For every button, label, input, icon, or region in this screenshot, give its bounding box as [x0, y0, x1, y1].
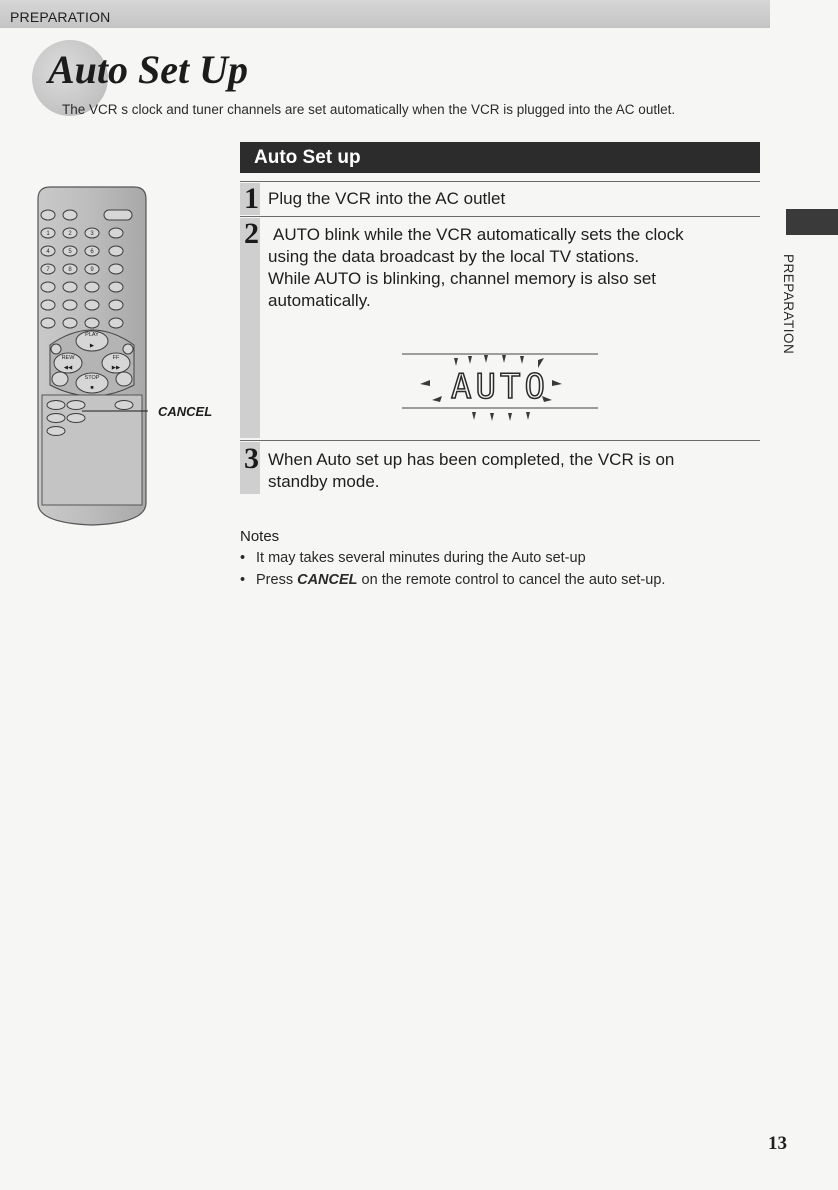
intro-text: The VCR s clock and tuner channels are set automatically when the VCR is plugged into the AC outlet. [62, 102, 676, 117]
svg-text:3: 3 [90, 231, 94, 237]
svg-text:▶: ▶ [89, 343, 95, 349]
display-illustration [402, 350, 598, 424]
remote-control-illustration [36, 185, 148, 532]
cancel-callout-label: CANCEL [158, 404, 213, 419]
section-header-text: Auto Set up [254, 147, 361, 168]
svg-text:■: ■ [90, 385, 94, 391]
notes-title: Notes [240, 528, 280, 545]
remote-control-drawing [36, 185, 148, 527]
step-number: 1 [244, 182, 259, 215]
svg-text:6: 6 [90, 249, 94, 255]
display-blink-drawing [402, 350, 598, 424]
svg-text:PLAY: PLAY [85, 332, 99, 338]
side-tab-marker [786, 209, 838, 235]
step-2-text: AUTO blink while the VCR automatically sets the clock using the data broadcast by the local TV stations. While AUTO is blinking, channel memory is also set automatically. [268, 225, 684, 310]
display-auto-text: AUTO [451, 367, 549, 407]
step-number: 2 [244, 217, 259, 250]
step-3-text: When Auto set up has been completed, the VCR is on standby mode. [268, 450, 675, 491]
svg-text:9: 9 [90, 267, 94, 273]
top-bar [0, 0, 770, 28]
svg-text:8: 8 [68, 267, 72, 273]
section-header-bar [240, 142, 760, 173]
step-1-text: Plug the VCR into the AC outlet [268, 189, 506, 208]
page-number: 13 [768, 1133, 787, 1154]
step-2-marker [240, 218, 260, 438]
svg-text:REW: REW [61, 355, 75, 361]
note-item: • It may takes several minutes during the Auto set-up [240, 550, 586, 566]
note-item: • Press CANCEL on the remote control to cancel the auto set-up. [240, 572, 666, 588]
divider [240, 181, 760, 182]
svg-text:2: 2 [68, 231, 72, 237]
svg-text:◀◀: ◀◀ [63, 365, 73, 371]
page-title: Auto Set Up [48, 47, 249, 92]
svg-text:▶▶: ▶▶ [111, 365, 121, 371]
svg-text:4: 4 [46, 249, 50, 255]
svg-text:5: 5 [68, 249, 72, 255]
svg-text:FF: FF [112, 355, 120, 361]
svg-text:1: 1 [46, 231, 50, 237]
svg-text:7: 7 [46, 267, 50, 273]
side-tab-label: PREPARATION [781, 254, 796, 355]
divider [240, 216, 760, 217]
section-label: PREPARATION [10, 9, 111, 25]
step-number: 3 [244, 442, 259, 475]
svg-text:STOP: STOP [84, 375, 100, 381]
divider [240, 440, 760, 441]
